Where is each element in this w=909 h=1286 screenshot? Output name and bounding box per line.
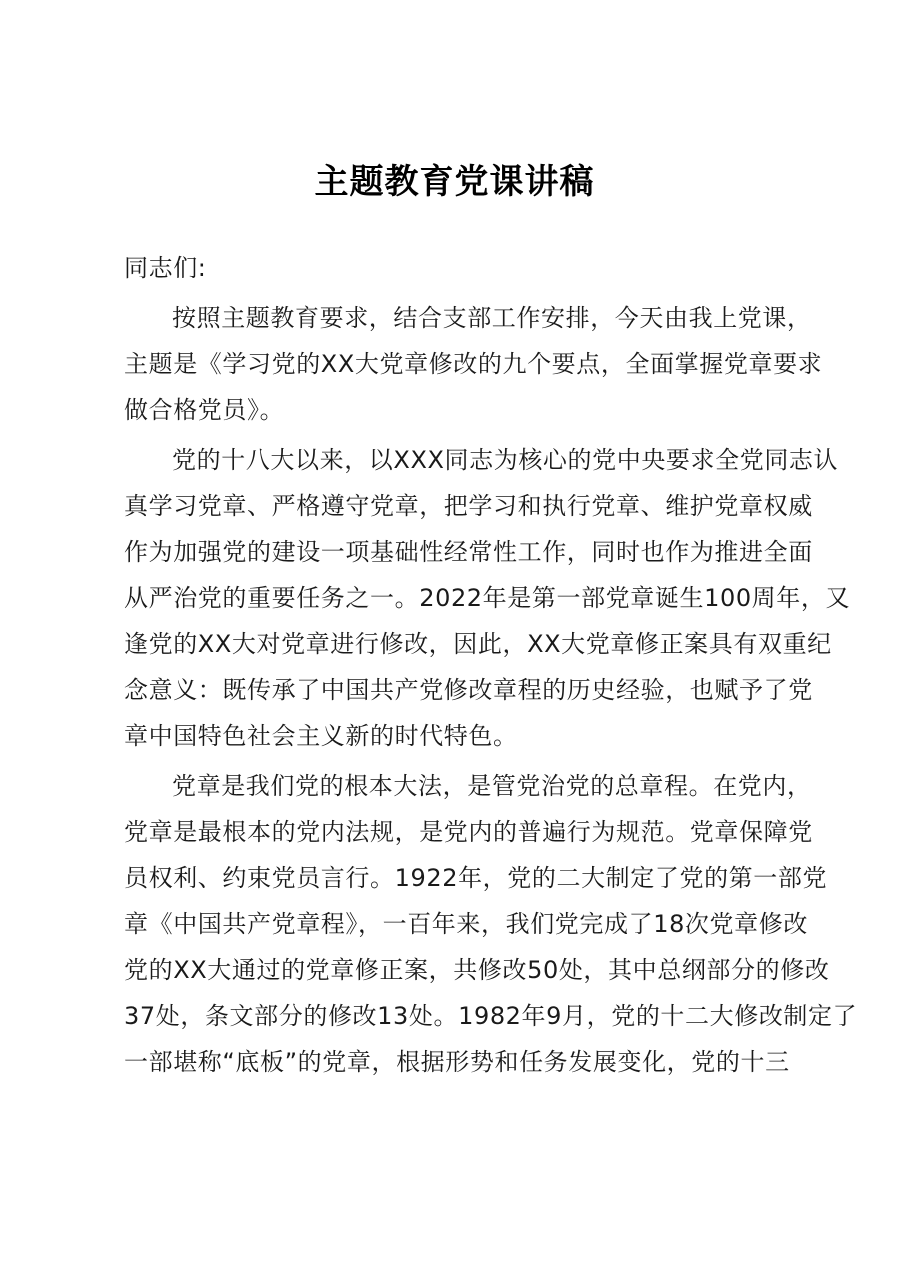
paragraph-2-line-6: 念意义：既传承了中国共产党修改章程的历史经验，也赋予了党 <box>124 676 813 704</box>
paragraph-3-line-1: 党章是我们党的根本大法，是管党治党的总章程。在党内， <box>172 772 812 800</box>
paragraph-3-line-7: 一部堪称“底板”的党章，根据形势和任务发展变化，党的十三 <box>124 1048 790 1076</box>
paragraph-1-line-3: 做合格党员》。 <box>124 396 285 424</box>
paragraph-3-line-6: 37处，条文部分的修改13处。1982年9月，党的十二大修改制定了 <box>124 1002 858 1030</box>
paragraph-2-line-1: 党的十八大以来，以XXX同志为核心的党中央要求全党同志认 <box>172 446 839 474</box>
paragraph-3-line-3: 员权利、约束党员言行。1922年，党的二大制定了党的第一部党 <box>124 864 828 892</box>
paragraph-3-line-5: 党的XX大通过的党章修正案，共修改50处，其中总纲部分的修改 <box>124 956 830 984</box>
paragraph-1-line-2: 主题是《学习党的XX大党章修改的九个要点，全面掌握党章要求 <box>124 350 823 378</box>
paragraph-3-line-2: 党章是最根本的党内法规，是党内的普遍行为规范。党章保障党 <box>124 818 813 846</box>
paragraph-2-line-3: 作为加强党的建设一项基础性经常性工作，同时也作为推进全面 <box>124 538 813 566</box>
paragraph-2-line-2: 真学习党章、严格遵守党章，把学习和执行党章、维护党章权威 <box>124 492 813 520</box>
paragraph-2-line-5: 逢党的XX大对党章进行修改，因此，XX大党章修正案具有双重纪 <box>124 630 832 658</box>
paragraph-2-line-7: 章中国特色社会主义新的时代特色。 <box>124 722 518 750</box>
paragraph-2-line-4: 从严治党的重要任务之一。2022年是第一部党章诞生100周年，又 <box>124 584 851 612</box>
paragraph-3-line-4: 章《中国共产党章程》，一百年来，我们党完成了18次党章修改 <box>124 910 808 938</box>
salutation-line: 同志们: <box>124 254 207 282</box>
document-title: 主题教育党课讲稿 <box>314 162 595 202</box>
paragraph-1-line-1: 按照主题教育要求，结合支部工作安排，今天由我上党课， <box>172 304 812 332</box>
